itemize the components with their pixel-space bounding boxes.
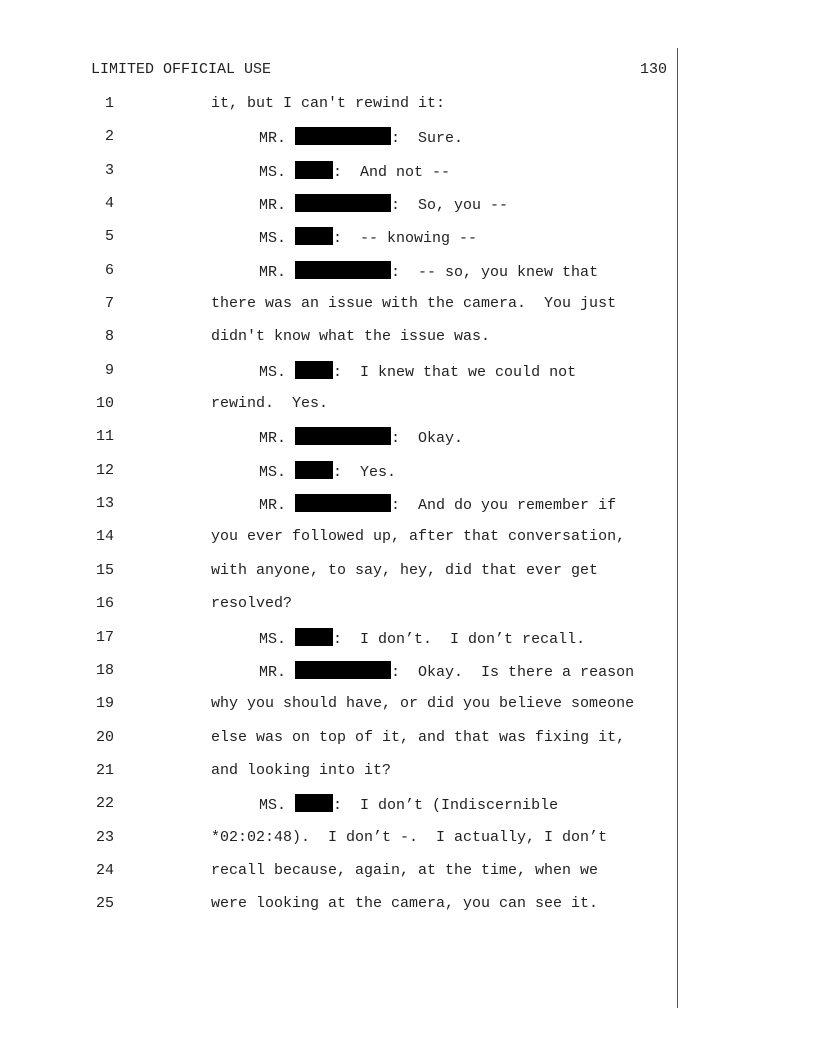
speaker-turn — [259, 461, 396, 483]
speech-text: : -- so, you knew that — [391, 263, 599, 281]
transcript-line — [0, 327, 816, 360]
speaker-turn — [259, 427, 463, 449]
speech-text: : I don’t. I don’t recall. — [333, 630, 586, 648]
redaction-bar — [295, 127, 391, 145]
transcript-line — [0, 728, 816, 761]
transcript-line — [0, 794, 816, 827]
line-number: 21 — [95, 761, 114, 779]
speaker-label: MS. — [259, 163, 287, 181]
speaker-turn — [259, 794, 558, 816]
transcript-line — [0, 828, 816, 861]
speech-text: : And not -- — [333, 163, 451, 181]
speaker-label: MS. — [259, 797, 287, 815]
redaction-bar — [295, 427, 391, 445]
continuation-text: you ever followed up, after that conversation, — [211, 528, 626, 546]
redaction-bar — [295, 661, 391, 679]
transcript-line — [0, 461, 816, 494]
speaker-label: MS. — [259, 363, 287, 381]
transcript-line — [0, 361, 816, 394]
transcript-line — [0, 194, 816, 227]
speech-text: : I knew that we could not — [333, 363, 577, 381]
line-number: 17 — [95, 628, 114, 646]
line-number: 14 — [95, 528, 114, 546]
speaker-label: MR. — [259, 663, 287, 681]
line-number: 22 — [95, 795, 114, 813]
continuation-text: else was on top of it, and that was fixing it, — [211, 728, 626, 746]
transcript-line — [0, 661, 816, 694]
transcript-line — [0, 694, 816, 727]
line-number: 7 — [104, 295, 114, 313]
transcript-line — [0, 127, 816, 160]
line-number: 16 — [95, 595, 114, 613]
line-number: 15 — [95, 561, 114, 579]
line-number: 11 — [95, 428, 114, 446]
speech-text: : Okay. — [391, 430, 464, 448]
speaker-label: MR. — [259, 430, 287, 448]
redaction-bar — [295, 261, 391, 279]
speaker-turn — [259, 661, 634, 683]
line-number: 4 — [104, 195, 114, 213]
redaction-bar — [295, 628, 333, 646]
transcript-line — [0, 594, 816, 627]
speaker-label: MR. — [259, 497, 287, 515]
speaker-turn — [259, 261, 598, 283]
redaction-bar — [295, 494, 391, 512]
line-number: 25 — [95, 895, 114, 913]
speaker-turn — [259, 494, 616, 516]
speaker-label: MR. — [259, 197, 287, 215]
continuation-text: recall because, again, at the time, when we — [211, 861, 599, 879]
speech-text: : -- knowing -- — [333, 230, 478, 248]
redaction-bar — [295, 794, 333, 812]
speaker-turn — [259, 161, 450, 183]
speaker-turn — [259, 628, 585, 650]
transcript-line — [0, 294, 816, 327]
continuation-text: why you should have, or did you believe someone — [211, 695, 635, 713]
redaction-bar — [295, 461, 333, 479]
transcript-line — [0, 861, 816, 894]
line-number: 19 — [95, 695, 114, 713]
line-number: 9 — [104, 361, 114, 379]
redaction-bar — [295, 161, 333, 179]
continuation-text: with anyone, to say, hey, did that ever get — [211, 561, 599, 579]
transcript-line — [0, 227, 816, 260]
transcript-line — [0, 394, 816, 427]
transcript-line — [0, 894, 816, 927]
redaction-bar — [295, 227, 333, 245]
line-number: 12 — [95, 461, 114, 479]
speaker-turn — [259, 227, 477, 249]
transcript-line — [0, 494, 816, 527]
page-number: 130 — [639, 61, 667, 78]
speech-text: : Sure. — [391, 130, 464, 148]
line-number: 20 — [95, 728, 114, 746]
line-number: 8 — [104, 328, 114, 346]
line-number: 3 — [104, 161, 114, 179]
line-number: 24 — [95, 861, 114, 879]
transcript-line — [0, 94, 816, 127]
transcript-line — [0, 628, 816, 661]
continuation-text: rewind. Yes. — [211, 395, 329, 413]
line-number: 23 — [95, 828, 114, 846]
line-number: 2 — [104, 128, 114, 146]
continuation-text: it, but I can't rewind it: — [211, 95, 446, 112]
transcript-line — [0, 261, 816, 294]
line-number: 10 — [95, 395, 114, 413]
speaker-label: MS. — [259, 630, 287, 648]
redaction-bar — [295, 361, 333, 379]
speaker-turn — [259, 194, 508, 216]
continuation-text: were looking at the camera, you can see it. — [211, 895, 599, 913]
continuation-text: *02:02:48). I don’t -. I actually, I don’t — [211, 828, 608, 846]
continuation-text: didn't know what the issue was. — [211, 328, 491, 346]
speech-text: : Okay. Is there a reason — [391, 663, 635, 681]
continuation-text: resolved? — [211, 595, 293, 613]
speaker-label: MR. — [259, 263, 287, 281]
redaction-bar — [295, 194, 391, 212]
line-number: 18 — [95, 661, 114, 679]
transcript-line — [0, 761, 816, 794]
transcript-line — [0, 527, 816, 560]
speaker-label: MR. — [259, 130, 287, 148]
line-number: 5 — [104, 228, 114, 246]
line-number: 1 — [104, 95, 114, 112]
speaker-label: MS. — [259, 463, 287, 481]
continuation-text: and looking into it? — [211, 761, 392, 779]
continuation-text: there was an issue with the camera. You just — [211, 295, 617, 313]
speaker-turn — [259, 127, 463, 149]
transcript-line — [0, 561, 816, 594]
transcript-line — [0, 427, 816, 460]
line-number: 13 — [95, 495, 114, 513]
speech-text: : And do you remember if — [391, 497, 617, 515]
speech-text: : I don’t (Indiscernible — [333, 797, 559, 815]
page-header-label: LIMITED OFFICIAL USE — [91, 61, 272, 78]
line-number: 6 — [104, 261, 114, 279]
transcript-line — [0, 161, 816, 194]
speech-text: : Yes. — [333, 463, 397, 481]
speech-text: : So, you -- — [391, 197, 509, 215]
transcript-body — [0, 94, 816, 928]
speaker-label: MS. — [259, 230, 287, 248]
speaker-turn — [259, 361, 576, 383]
